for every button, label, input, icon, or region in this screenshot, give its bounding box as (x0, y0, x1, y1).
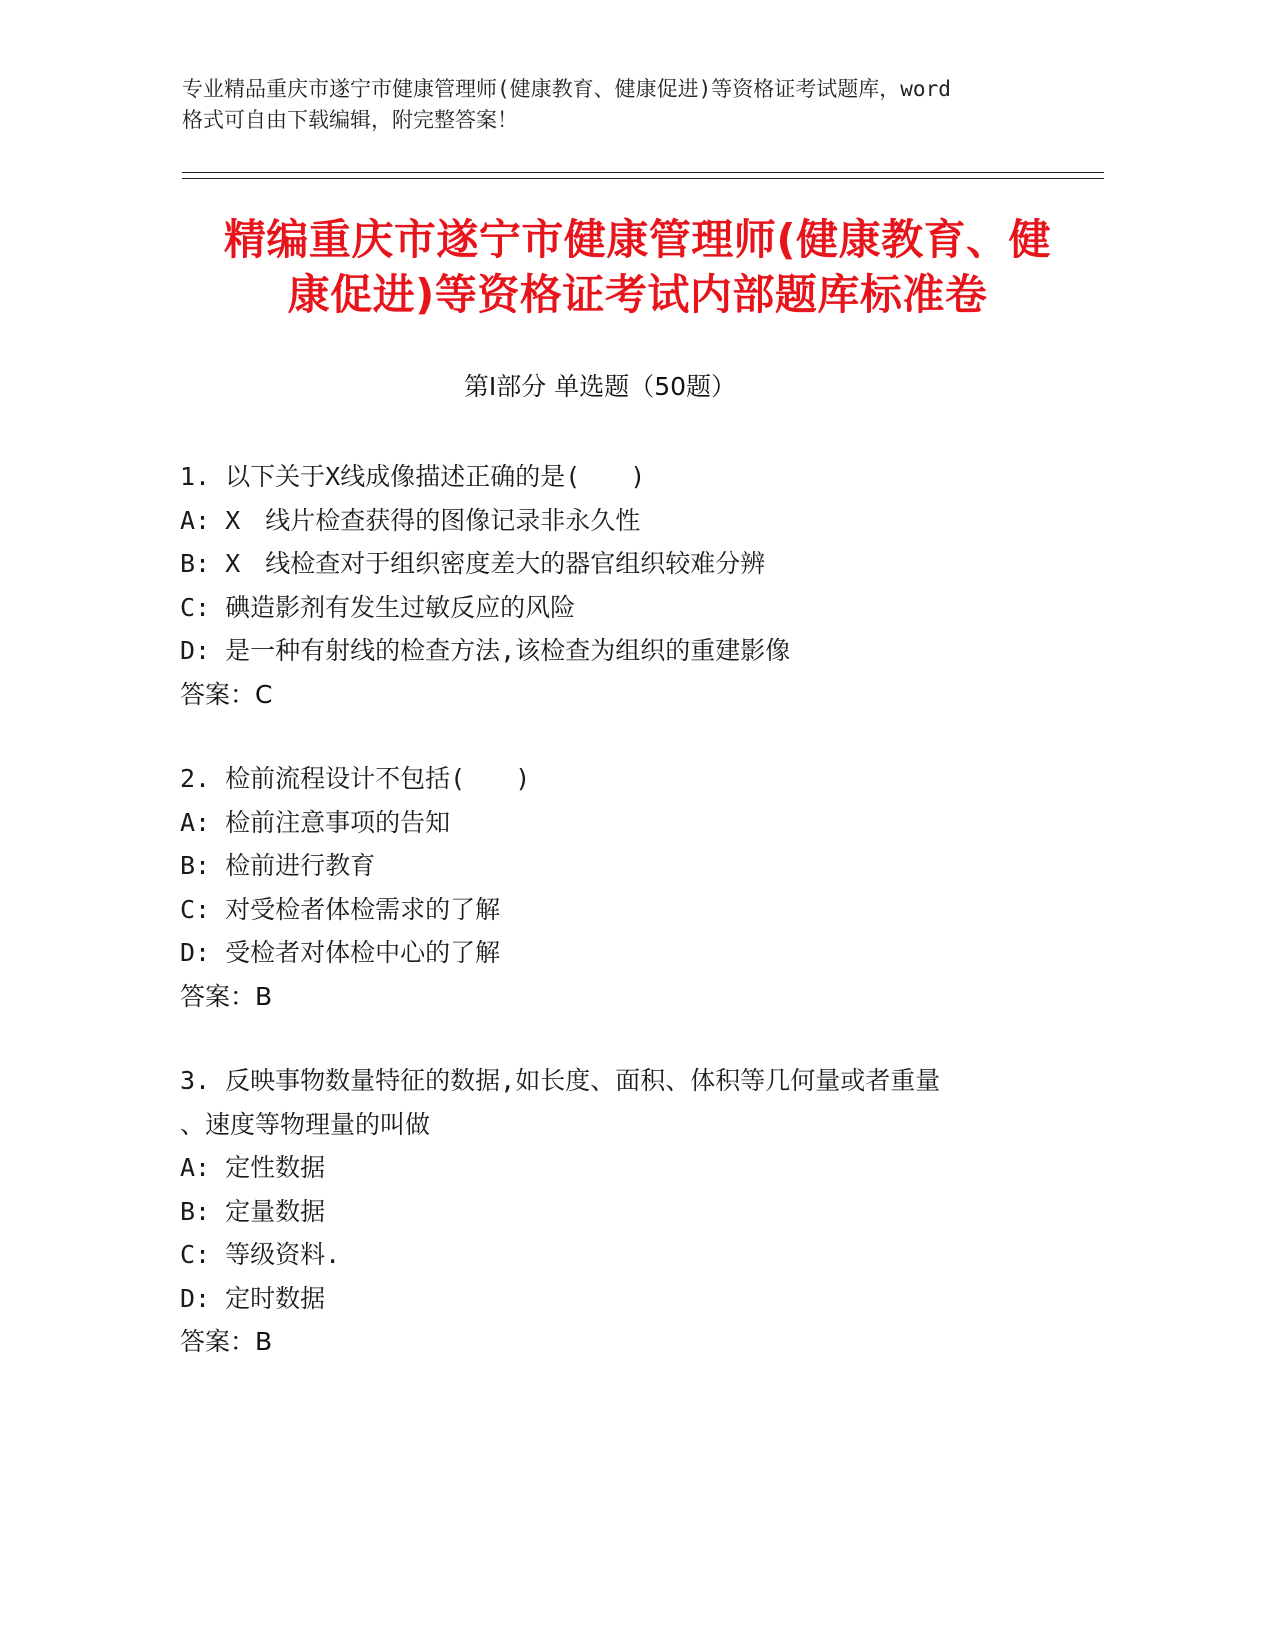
option-c: C: 等级资料. (180, 1240, 341, 1269)
option-c: C: 碘造影剂有发生过敏反应的风险 (180, 592, 576, 622)
question-1 (180, 455, 1040, 716)
question-stem: 2. 检前流程设计不包括( ) (180, 764, 531, 793)
header-rule-bottom (182, 178, 1104, 179)
header-rule-top (182, 172, 1104, 173)
section-title: 第Ⅰ部分 单选题（50题） (463, 372, 737, 401)
header-note-line-2: 格式可自由下载编辑，附完整答案！ (182, 108, 518, 132)
question-stem: 1. 以下关于X线成像描述正确的是( ) (180, 462, 646, 491)
document-title-line-2: 康促进)等资格证考试内部题库标准卷 (287, 270, 988, 319)
option-b: B: X 线检查对于组织密度差大的器官组织较难分辨 (180, 549, 766, 578)
option-b: B: 定量数据 (180, 1196, 326, 1226)
document-title-line-1: 精编重庆市遂宁市健康管理师(健康教育、健 (223, 215, 1052, 264)
option-d: D: 定时数据 (180, 1283, 326, 1313)
header-note-line-1: 专业精品重庆市遂宁市健康管理师(健康教育、健康促进)等资格证考试题库，word (182, 77, 951, 101)
option-a: A: 定性数据 (180, 1153, 326, 1182)
option-a: A: X 线片检查获得的图像记录非永久性 (180, 505, 641, 535)
option-d: D: 受检者对体检中心的了解 (180, 938, 501, 967)
document-title (150, 212, 1125, 322)
answer-line: 答案：B (180, 1327, 273, 1356)
option-a: A: 检前注意事项的告知 (180, 807, 451, 837)
option-d: D: 是一种有射线的检查方法,该检查为组织的重建影像 (180, 636, 791, 665)
answer-line: 答案：C (180, 679, 273, 709)
answer-line: 答案：B (180, 981, 273, 1011)
question-2 (180, 757, 1040, 1018)
header-note (182, 74, 1062, 136)
question-stem: 3. 反映事物数量特征的数据,如长度、面积、体积等几何量或者重量 (180, 1066, 941, 1095)
question-3 (180, 1059, 1040, 1364)
question-list (180, 455, 1040, 1405)
option-b: B: 检前进行教育 (180, 851, 376, 880)
question-stem-continued: 、速度等物理量的叫做 (180, 1109, 431, 1139)
option-c: C: 对受检者体检需求的了解 (180, 894, 501, 924)
